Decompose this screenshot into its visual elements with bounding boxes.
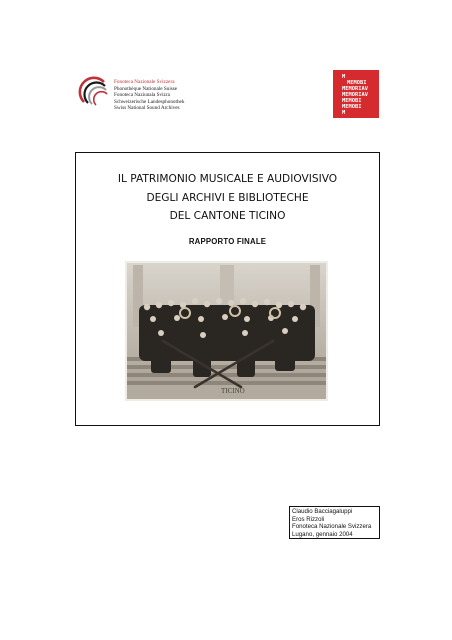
logo-line: Swiss National Sound Archives (114, 105, 180, 112)
title-line: DEL CANTONE TICINO (169, 210, 286, 222)
credit-line: Fonoteca Nazionale Svizzera (292, 523, 372, 530)
title-line: DEGLI ARCHIVI E BIBLIOTECHE (146, 191, 309, 204)
logo-word: MEMOBI (342, 104, 362, 110)
logo-line: Phonothèque Nationale Suisse (114, 85, 178, 92)
svg-text:M: M (342, 110, 346, 116)
report-subtitle: RAPPORTO FINALE (188, 237, 267, 246)
photo-caption: TICINO (221, 387, 245, 395)
credits-box (289, 506, 380, 539)
svg-text:M: M (342, 74, 346, 80)
credit-line: Eros Rizzoli (292, 515, 325, 523)
memoriav-logo (333, 70, 379, 118)
credit-line: Lugano, gennaio 2004 (292, 530, 353, 538)
logo-line: Fonoteca Nazionale Svizzera (114, 79, 175, 85)
title-line: IL PATRIMONIO MUSICALE E AUDIOVISIVO (117, 173, 338, 185)
logo-word: MEMOBI (347, 80, 367, 86)
fonoteca-logo-text (114, 79, 184, 112)
cover-frame (75, 152, 380, 426)
logo-word: MEMOBI (342, 98, 362, 104)
fonoteca-logo-icon (78, 76, 110, 108)
logo-line: Fonoteca Naziunala Svizra (114, 92, 170, 99)
logo-line: Schweizerische Landesphonothek (114, 98, 185, 105)
logo-word: MEMORIAV (342, 92, 368, 98)
band-photograph (125, 261, 328, 401)
document-title (76, 170, 379, 226)
logo-word: MEMORIAV (342, 86, 368, 92)
credit-line: Claudio Bacciagaluppi (292, 508, 353, 515)
